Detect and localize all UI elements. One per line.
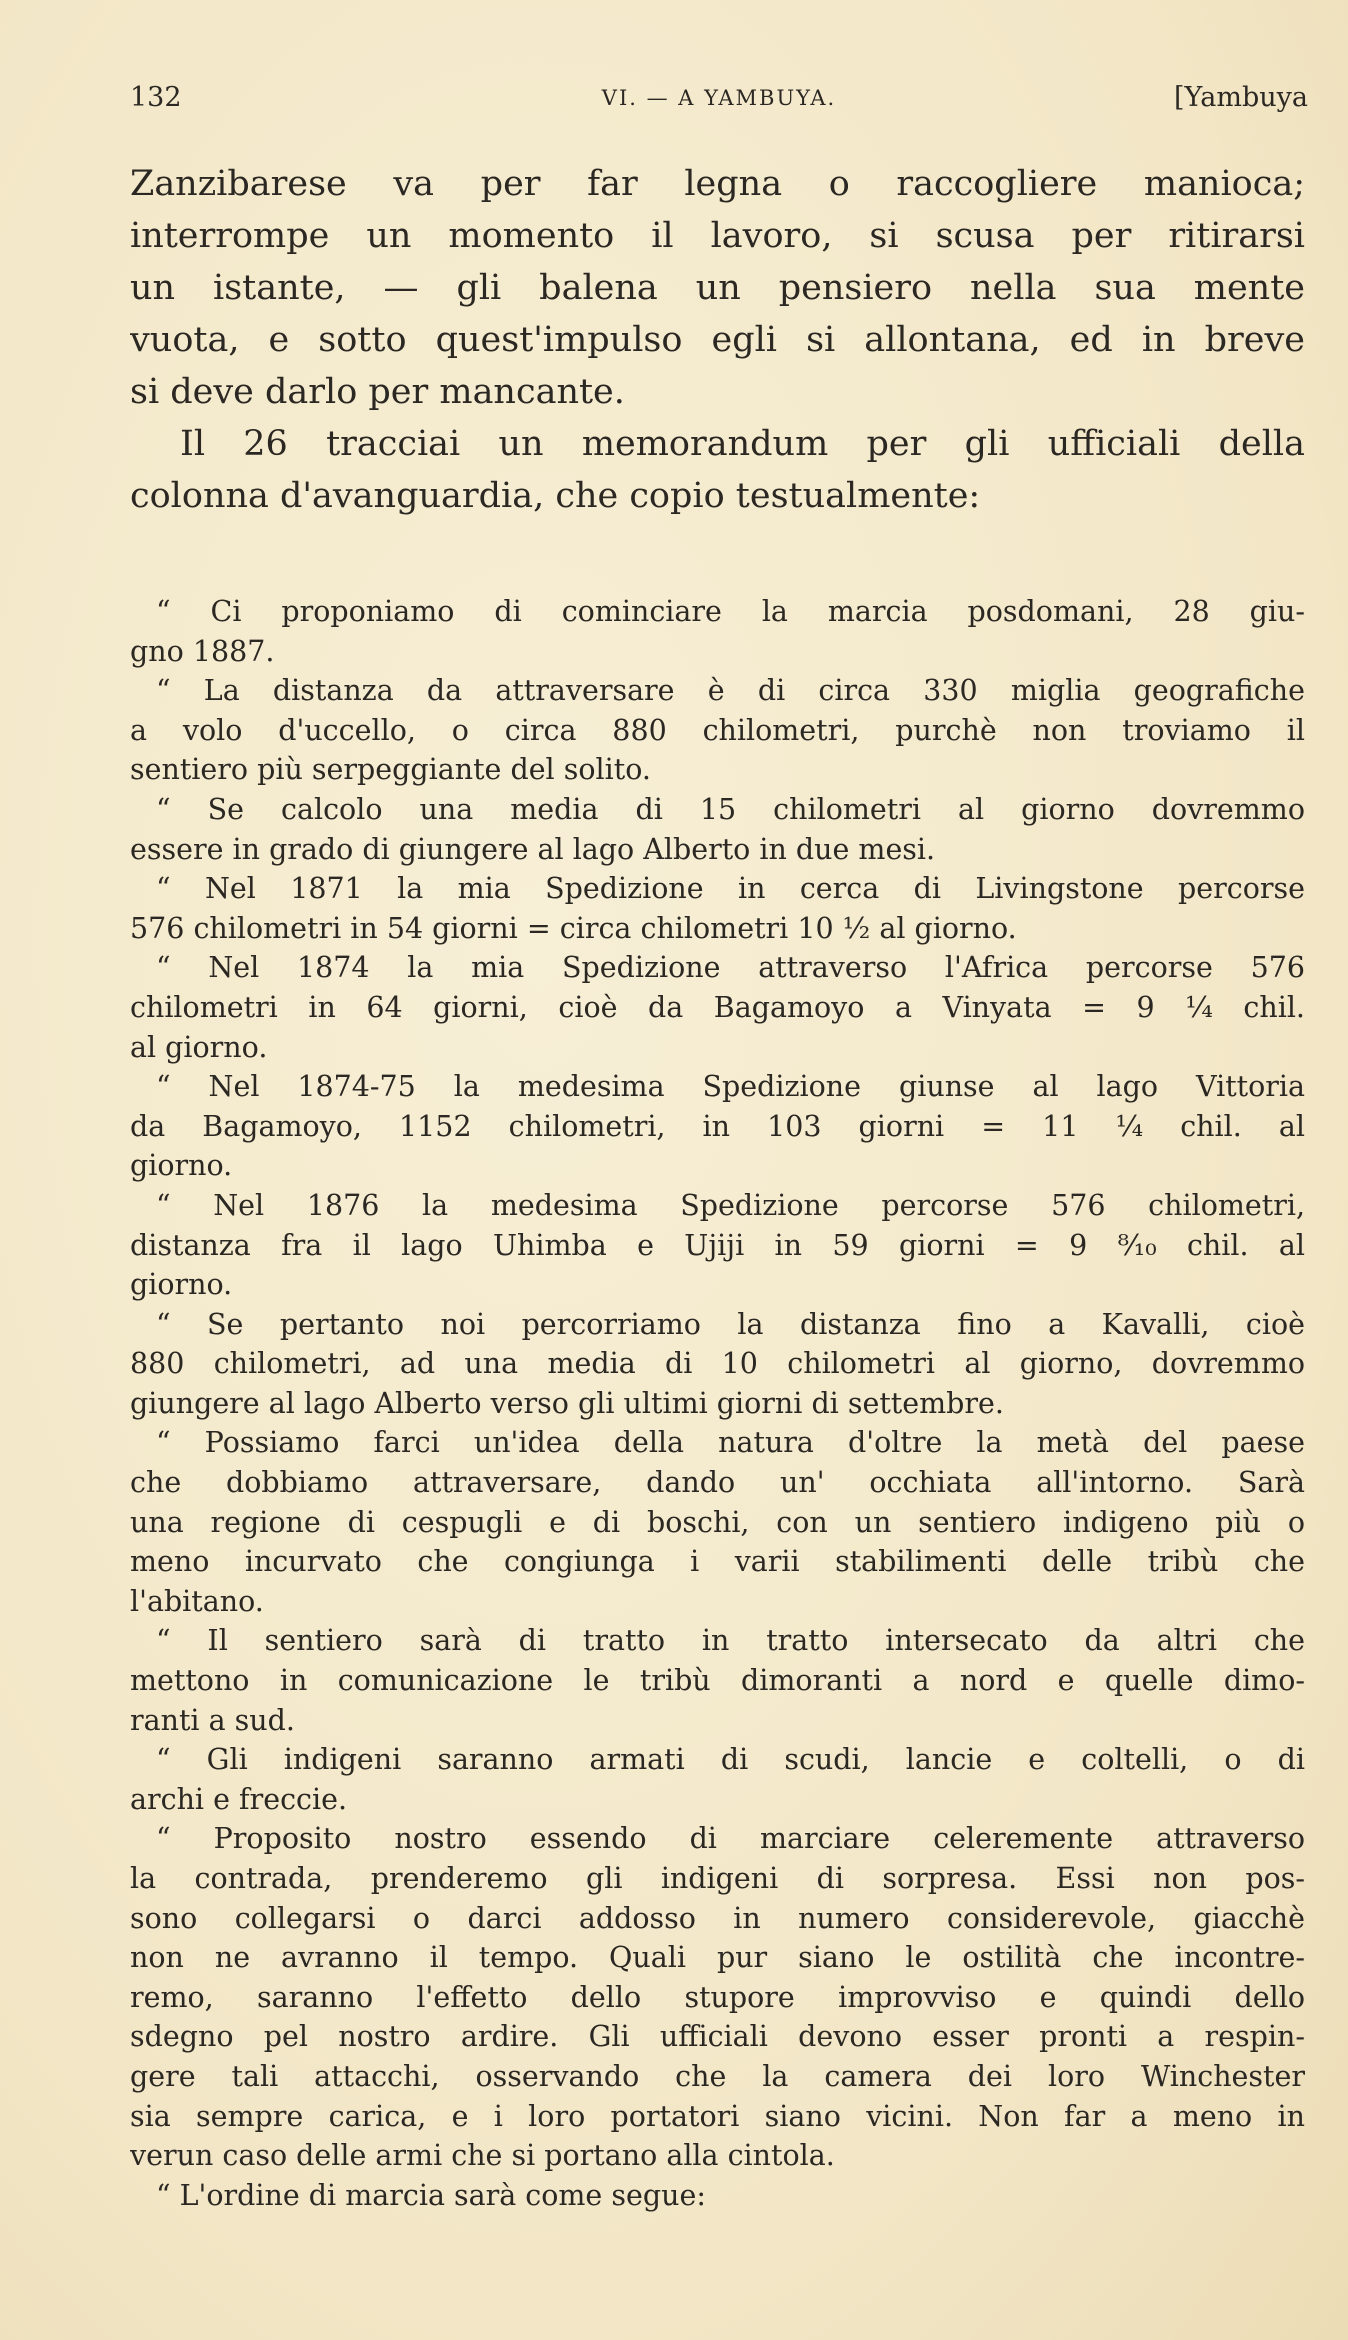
text-line: vuota, e sotto quest'impulso egli si allontana, ed in breve (130, 320, 1305, 360)
text-line: “ Nel 1874-75 la medesima Spedizione giunse al lago Vittoria (156, 1070, 1305, 1104)
text-line: mettono in comunicazione le tribù dimoranti a nord e quelle dimo- (130, 1664, 1305, 1698)
quote-paragraph (130, 869, 1305, 948)
text-line: giorno. (130, 1268, 233, 1302)
text-line: ranti a sud. (130, 1703, 295, 1737)
text-line: essere in grado di giungere al lago Alberto in due mesi. (130, 832, 936, 866)
text-line: archi e freccie. (130, 1782, 348, 1816)
text-line: “ Se calcolo una media di 15 chilometri al giorno dovremmo (156, 792, 1305, 826)
text-line: sdegno pel nostro ardire. Gli ufficiali devono esser pronti a respin- (130, 2020, 1305, 2054)
quote-paragraph (130, 1740, 1305, 1819)
text-line: “ Nel 1874 la mia Spedizione attraverso l'Africa percorse 576 (156, 951, 1305, 985)
text-line: sia sempre carica, e i loro portatori siano vicini. Non far a meno in (130, 2099, 1305, 2133)
text-line: si deve darlo per mancante. (130, 372, 625, 412)
text-line: “ La distanza da attraversare è di circa 330 miglia geografiche (156, 674, 1305, 708)
text-line: da Bagamoyo, 1152 chilometri, in 103 giorni = 11 ¼ chil. al (130, 1109, 1305, 1143)
text-line: “ Se pertanto noi percorriamo la distanza fino a Kavalli, cioè (156, 1307, 1305, 1341)
text-line: non ne avranno il tempo. Quali pur siano le ostilità che incontre- (130, 1941, 1305, 1975)
text-line: “ Nel 1871 la mia Spedizione in cerca di Livingstone percorse (156, 872, 1305, 906)
text-line: “ L'ordine di marcia sarà come segue: (156, 2178, 706, 2212)
quote-paragraph (130, 671, 1305, 790)
quote-paragraph (130, 1819, 1305, 2175)
text-line: che dobbiamo attraversare, dando un' occhiata all'intorno. Sarà (130, 1466, 1305, 1500)
quote-paragraph (130, 1186, 1305, 1305)
text-line: “ Nel 1876 la medesima Spedizione percorse 576 chilometri, (156, 1188, 1305, 1222)
main-paragraph (130, 418, 1305, 522)
text-line: sono collegarsi o darci addosso in numero considerevole, giacchè (130, 1901, 1305, 1935)
text-line: un istante, — gli balena un pensiero nella sua mente (130, 268, 1305, 308)
memorandum-quote (130, 592, 1305, 2215)
text-line: a volo d'uccello, o circa 880 chilometri, purchè non troviamo il (130, 713, 1305, 747)
text-line: Zanzibarese va per far legna o raccogliere manioca; (130, 164, 1305, 204)
text-line: Il 26 tracciai un memorandum per gli ufficiali della (180, 424, 1305, 464)
text-line: al giorno. (130, 1030, 268, 1064)
main-paragraph (130, 158, 1305, 418)
running-title: VI. — A YAMBUYA. (601, 86, 837, 110)
text-line: interrompe un momento il lavoro, si scusa per ritirarsi (130, 216, 1305, 256)
text-line: una regione di cespugli e di boschi, con un sentiero indigeno più o (130, 1505, 1305, 1539)
text-line: giungere al lago Alberto verso gli ultimi giorni di settembre. (130, 1386, 1004, 1420)
text-line: giorno. (130, 1149, 233, 1183)
text-line: “ Ci proponiamo di cominciare la marcia posdomani, 28 giu- (156, 595, 1305, 628)
quote-paragraph (130, 2176, 1305, 2216)
quote-paragraph (130, 1305, 1305, 1424)
text-line: colonna d'avanguardia, che copio testualmente: (130, 476, 981, 516)
text-line: “ Possiamo farci un'idea della natura d'oltre la metà del paese (156, 1426, 1305, 1460)
text-line: “ Il sentiero sarà di tratto in tratto intersecato da altri che (156, 1624, 1305, 1658)
text-line: 576 chilometri in 54 giorni = circa chilometri 10 ½ al giorno. (130, 911, 1017, 945)
text-line: chilometri in 64 giorni, cioè da Bagamoyo a Vinyata = 9 ¼ chil. (130, 990, 1305, 1024)
text-line: “ Gli indigeni saranno armati di scudi, lancie e coltelli, o di (156, 1743, 1305, 1777)
quote-paragraph (130, 1423, 1305, 1621)
text-line: gno 1887. (130, 634, 275, 668)
text-line: l'abitano. (130, 1584, 264, 1618)
text-line: gere tali attacchi, osservando che la camera dei loro Winchester (130, 2059, 1305, 2093)
text-line: sentiero più serpeggiante del solito. (130, 753, 651, 787)
quote-paragraph (130, 948, 1305, 1067)
text-line: distanza fra il lago Uhimba e Ujiji in 59 giorni = 9 ⁸⁄₁₀ chil. al (130, 1228, 1305, 1262)
quote-paragraph (130, 592, 1305, 671)
text-line: remo, saranno l'effetto dello stupore improvviso e quindi dello (130, 1980, 1305, 2014)
page-number: 132 (130, 82, 182, 113)
text-line: la contrada, prenderemo gli indigeni di sorpresa. Essi non pos- (130, 1862, 1305, 1895)
text-line: 880 chilometri, ad una media di 10 chilometri al giorno, dovremmo (130, 1347, 1305, 1381)
text-line: meno incurvato che congiunga i varii stabilimenti delle tribù che (130, 1545, 1305, 1579)
main-text (130, 158, 1305, 522)
text-line: verun caso delle armi che si portano alla cintola. (130, 2139, 835, 2173)
text-line: “ Proposito nostro essendo di marciare celeremente attraverso (156, 1822, 1305, 1856)
quote-paragraph (130, 790, 1305, 869)
side-title: [Yambuya (1174, 82, 1308, 113)
quote-paragraph (130, 1067, 1305, 1186)
quote-paragraph (130, 1621, 1305, 1740)
page-header (130, 82, 1308, 122)
